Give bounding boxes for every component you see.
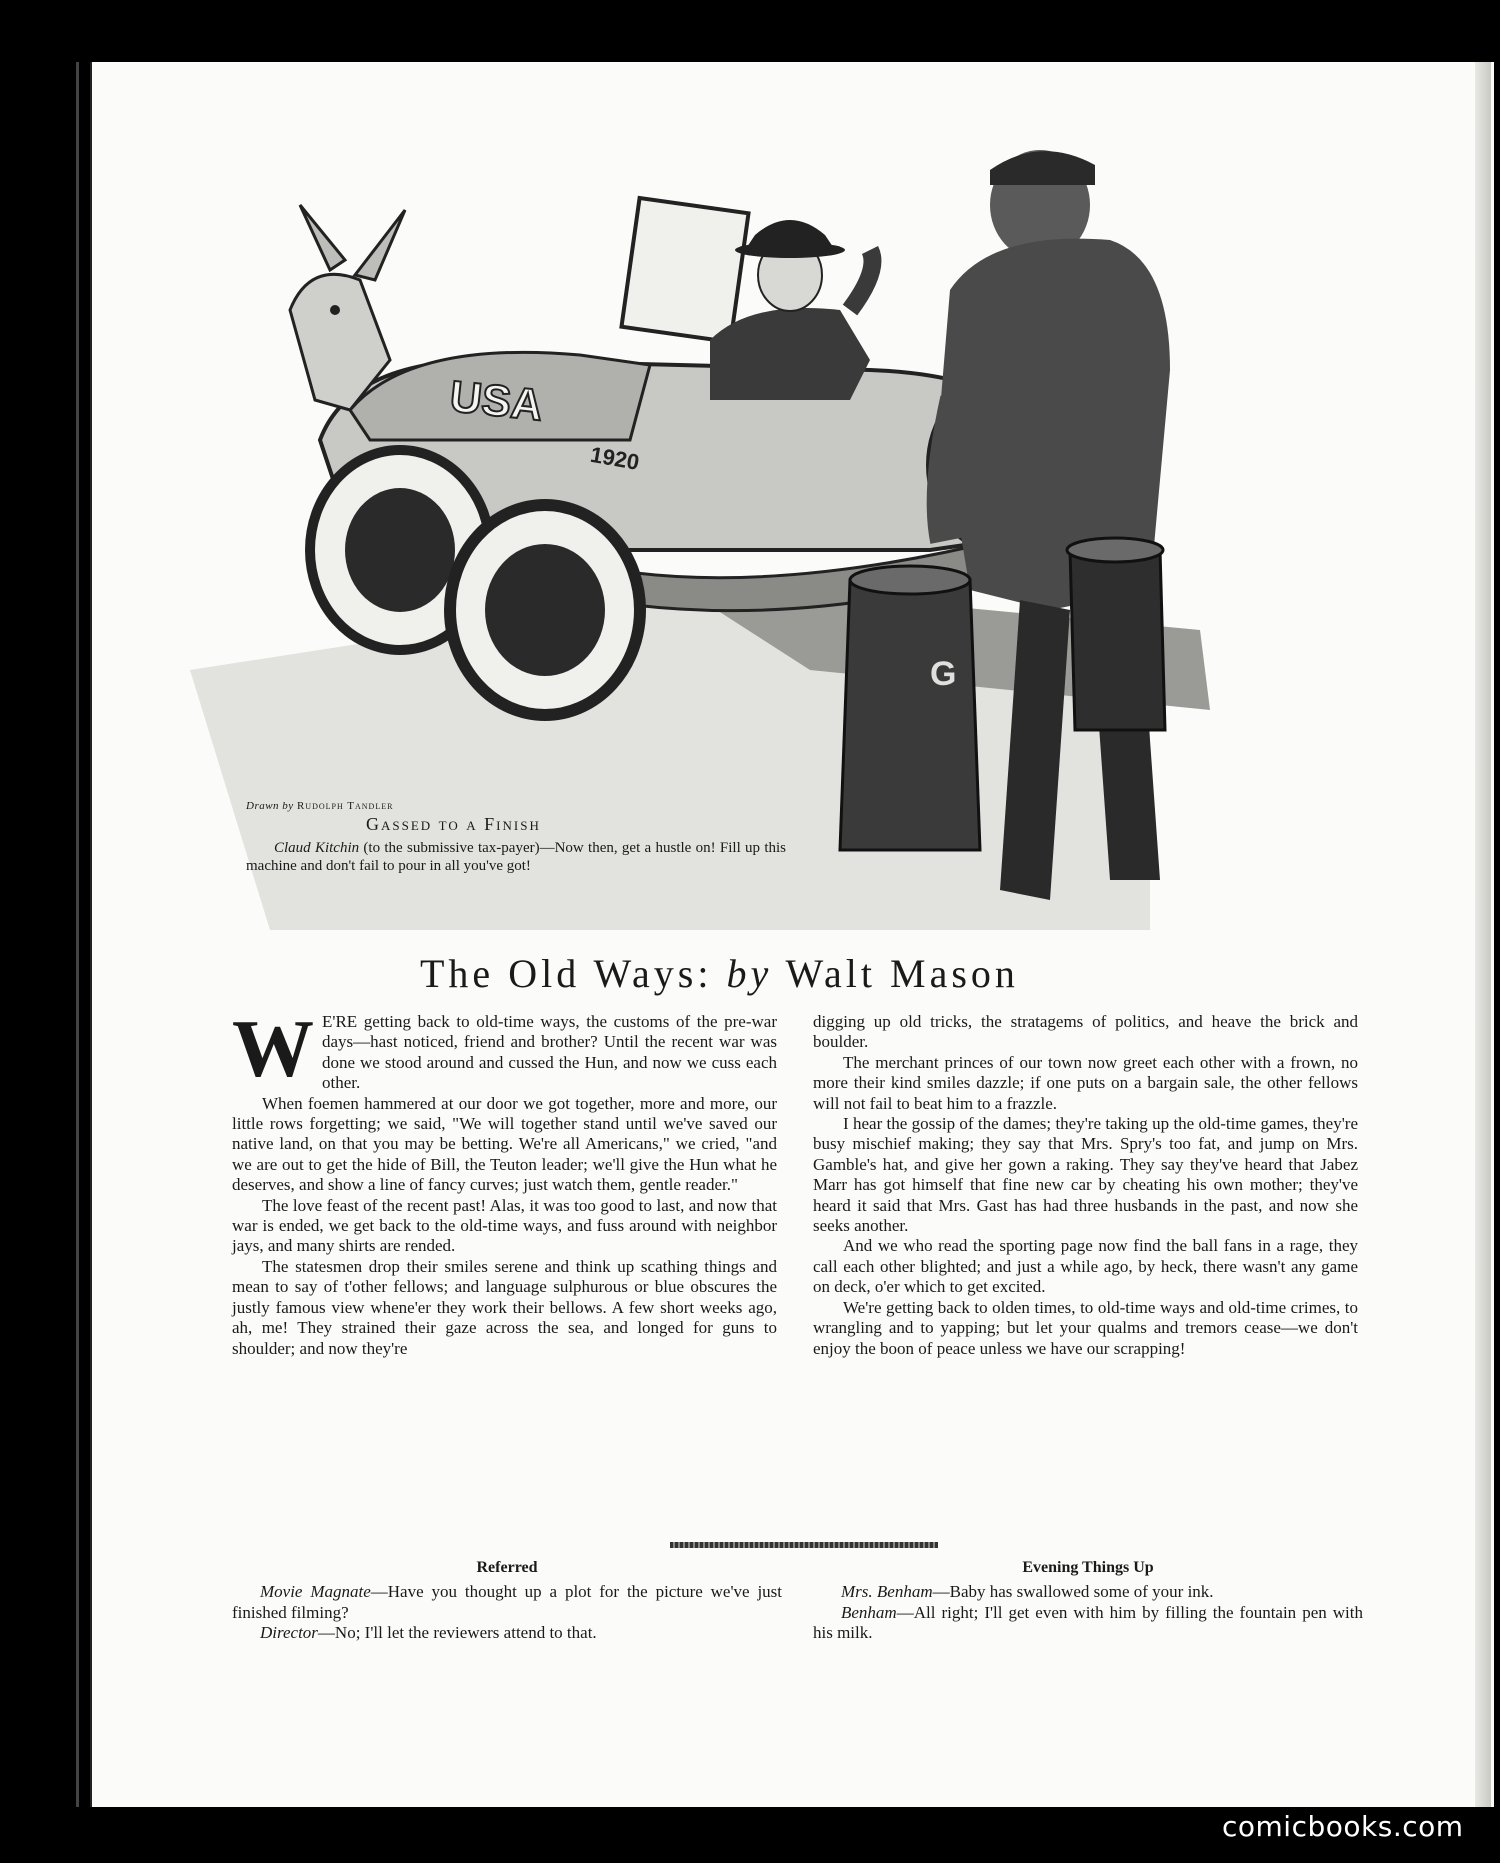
joke-line: Movie Magnate—Have you thought up a plot for the picture we've just finished filming? bbox=[232, 1582, 783, 1622]
article-author: Walt Mason bbox=[785, 951, 1019, 996]
joke-evening-things-up bbox=[813, 1558, 1363, 1644]
site-watermark: comicbooks.com bbox=[1222, 1810, 1464, 1843]
article-paragraph: And we who read the sporting page now find the ball fans in a rage, they call each other blighted; and just a while ago, by heck, there wasn't any game on deck, o'er which to get excited. bbox=[813, 1236, 1358, 1297]
joke-line: Director—No; I'll let the reviewers attend to that. bbox=[260, 1623, 597, 1643]
windshield bbox=[621, 198, 748, 342]
joke-speaker: Director bbox=[260, 1623, 318, 1643]
page-edge bbox=[1475, 62, 1491, 1807]
article-paragraph: The merchant princes of our town now greet each other with a frown, no more their kind smiles dazzle; if one puts on a bargain sale, the other fellows will not fail to beat him to a frazzle. bbox=[813, 1052, 1358, 1113]
section-divider bbox=[670, 1542, 938, 1548]
article-headline bbox=[420, 950, 1220, 997]
gas-can-back bbox=[1067, 538, 1165, 730]
joke-line: Mrs. Benham—Baby has swallowed some of your ink. bbox=[841, 1582, 1214, 1602]
can-letter: G bbox=[930, 655, 957, 693]
article-paragraph: The love feast of the recent past! Alas, it was too good to last, and now that war is ended, we get back to the old-time ways, and fuss around with neighbor jays, and many shirts are rended. bbox=[232, 1195, 777, 1256]
gas-can-front bbox=[840, 566, 980, 850]
drop-cap: W bbox=[232, 1003, 314, 1094]
gutter-rule bbox=[76, 62, 79, 1807]
article-column-right bbox=[813, 1012, 1358, 1359]
article-column-left bbox=[232, 1003, 777, 1359]
cartoon-speaker: Claud Kitchin bbox=[274, 840, 360, 856]
joke-speaker: Benham bbox=[841, 1602, 897, 1622]
joke-speaker: Mrs. Benham bbox=[841, 1582, 933, 1602]
article-title: The Old Ways: bbox=[420, 951, 713, 996]
article-paragraph: digging up old tricks, the stratagems of politics, and heave the brick and boulder. bbox=[813, 1012, 1358, 1052]
article-paragraph: The statesmen drop their smiles serene and think up scathing things and mean to say of t'other fellows; and language sulphurous or blue obscures the justly famous view whene'er they work their bellows. A few short weeks ago, ah, me! They strained their gaze across the sea, and longed for guns to shoulder; and now they're bbox=[232, 1256, 777, 1358]
car-usa-lettering: USA bbox=[447, 371, 546, 431]
illustration-caption bbox=[246, 800, 786, 875]
cartoon-title: Gassed to a Finish bbox=[366, 814, 541, 834]
article-paragraph: W E'RE getting back to old-time ways, the customs of the pre-war days—hast noticed, friend and brother? Until the recent war was done we stood around and cussed the Hun, and now we cuss each other. bbox=[232, 1003, 777, 1094]
cartoon-dialogue: Claud Kitchin (to the submissive tax-payer)—Now then, get a hustle on! Fill up this machine and don't fail to pour in all you've got! bbox=[246, 840, 786, 874]
article-paragraph: We're getting back to olden times, to old-time ways and old-time crimes, to wrangling and to yapping; but let your qualms and tremors cease—we don't enjoy the boon of peace unless we have our scrapping! bbox=[813, 1297, 1358, 1358]
artist-credit: Drawn by Rudolph Tandler bbox=[246, 800, 394, 812]
rear-wheel bbox=[450, 505, 640, 715]
joke-title: Evening Things Up bbox=[1022, 1559, 1154, 1576]
article-paragraph: When foemen hammered at our door we got together, more and more, our little rows forgetting; we said, "We will together stand until we've saved our native land, on that you may be betting. We're all Americans," we cried, "and we are out to get the hide of Bill, the Teuton leader; we'll give the Hun what he deserves, and show a line of fancy curves; just watch them, gentle reader." bbox=[232, 1093, 777, 1195]
car-number: 1920 bbox=[588, 441, 642, 475]
article-paragraph: I hear the gossip of the dames; they're taking up the old-time games, they're busy mischief making; they say that Mrs. Spry's too fat, and jump on Mrs. Gamble's hat, and give her gown a raking. They say they've heard that Jabez Marr has got himself that fine new car by cheating his own mother; they've heard it said that Mrs. Gast has had three husbands in the past, and now she seeks another. bbox=[813, 1114, 1358, 1236]
joke-line: Benham—All right; I'll get even with him by filling the fountain pen with his milk. bbox=[813, 1602, 1363, 1643]
joke-speaker: Movie Magnate bbox=[260, 1582, 371, 1602]
byline-by: by bbox=[726, 951, 773, 996]
joke-title: Referred bbox=[476, 1559, 538, 1576]
joke-referred bbox=[232, 1558, 782, 1644]
artist-name: Rudolph Tandler bbox=[296, 800, 394, 812]
